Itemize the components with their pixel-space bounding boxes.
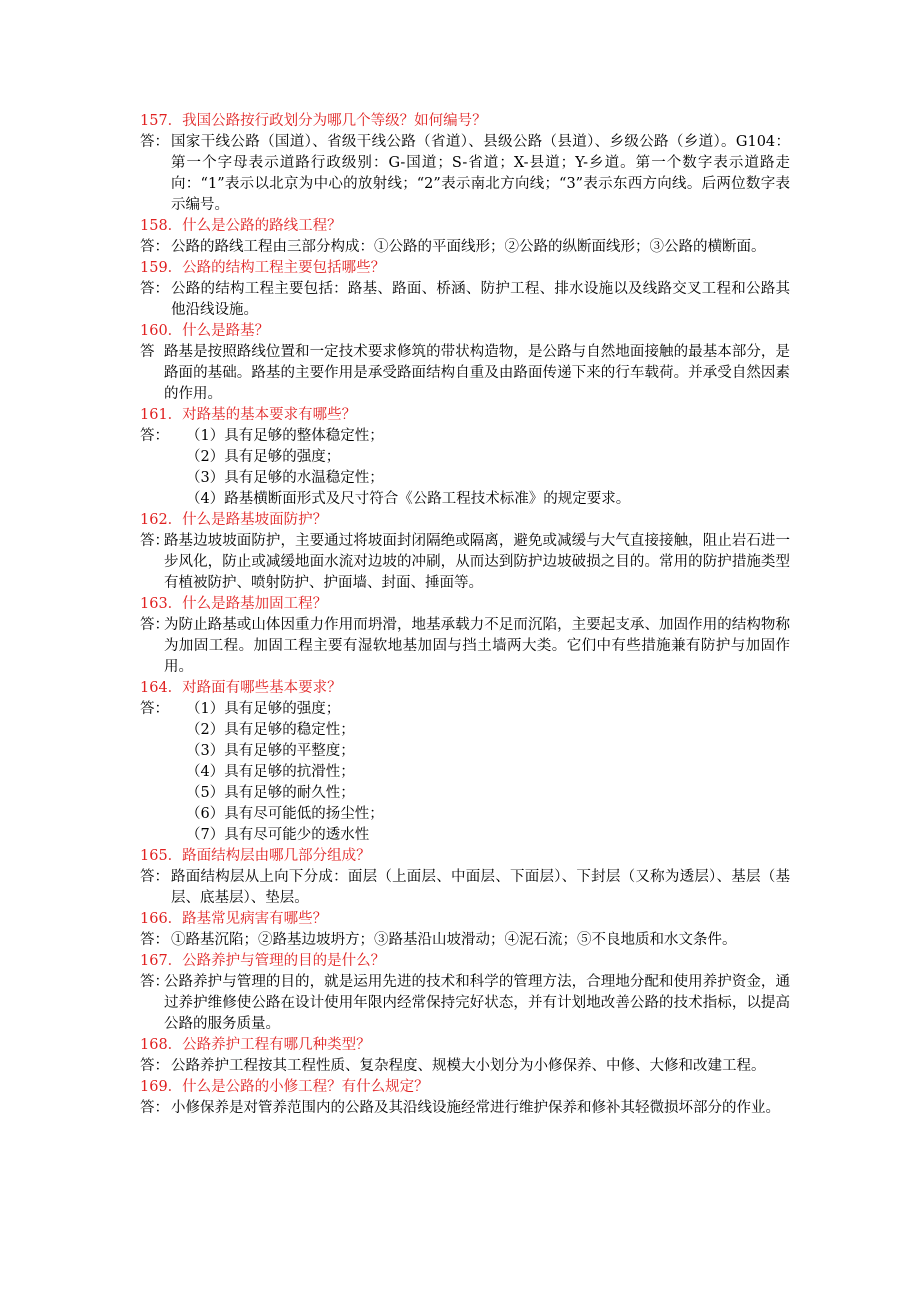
answer-text: 为防止路基或山体因重力作用而坍滑，地基承载力不足而沉陷，主要起支承、加固作用的结构物称为加固工程。加固工程主要有湿软地基加固与挡土墙两大类。它们中有些措施兼有防护与加固作用。 <box>164 617 790 675</box>
list-item: （6）具有尽可能低的扬尘性； <box>186 806 384 822</box>
answer-166 <box>140 930 790 951</box>
list-item: （5）具有足够的耐久性； <box>186 785 355 801</box>
question-165: 165．路面结构层由哪几部分组成？ <box>140 848 371 864</box>
answer-160 <box>140 342 790 405</box>
answer-165 <box>140 867 790 909</box>
question-161: 161．对路基的基本要求有哪些？ <box>140 407 357 423</box>
answer-162 <box>140 531 790 594</box>
list-item: （4）路基横断面形式及尺寸符合《公路工程技术标准》的规定要求。 <box>186 491 631 507</box>
question-167: 167．公路养护与管理的目的是什么？ <box>140 953 386 969</box>
answer-text: 公路的路线工程由三部分构成：①公路的平面线形；②公路的纵断面线形；③公路的横断面。 <box>171 239 766 255</box>
answer-label: 答： <box>140 1058 169 1074</box>
list-item: （2）具有足够的稳定性； <box>186 722 355 738</box>
list-item: （2）具有足够的强度； <box>186 449 341 465</box>
question-163: 163．什么是路基加固工程？ <box>140 596 328 612</box>
answer-label: 答： <box>140 932 169 948</box>
question-166: 166．路基常见病害有哪些？ <box>140 911 328 927</box>
answer-label: 答： <box>140 869 169 885</box>
answer-167 <box>140 972 790 1035</box>
question-160: 160．什么是路基？ <box>140 323 270 339</box>
answer-169 <box>140 1098 790 1119</box>
list-item: （1）具有足够的强度； <box>186 701 341 717</box>
answer-text: 公路的结构工程主要包括：路基、路面、桥涵、防护工程、排水设施以及线路交叉工程和公路其他沿线设施。 <box>171 281 790 318</box>
list-item: （1）具有足够的整体稳定性； <box>186 428 384 444</box>
answer-label: 答： <box>140 428 169 444</box>
answer-label: 答： <box>140 239 169 255</box>
answer-text: 路面结构层从上向下分成：面层（上面层、中面层、下面层）、下封层（又称为透层）、基层（基层、底基层）、垫层。 <box>171 869 790 906</box>
answer-label: 答： <box>140 134 169 150</box>
answer-label: 答： <box>140 701 169 717</box>
answer-label: 答 <box>140 344 155 360</box>
answer-158 <box>140 237 790 258</box>
question-159: 159．公路的结构工程主要包括哪些？ <box>140 260 386 276</box>
list-item: （4）具有足够的抗滑性； <box>186 764 355 780</box>
question-162: 162．什么是路基坡面防护？ <box>140 512 328 528</box>
answer-label: 答： <box>140 1100 169 1116</box>
answer-text: 公路养护工程按其工程性质、复杂程度、规模大小划分为小修保养、中修、大修和改建工程。 <box>171 1058 766 1074</box>
question-168: 168．公路养护工程有哪几种类型？ <box>140 1037 371 1053</box>
qa-list <box>140 111 790 1119</box>
answer-163 <box>140 615 790 678</box>
list-item: （7）具有尽可能少的透水性 <box>186 827 370 843</box>
answer-157 <box>140 132 790 216</box>
list-item: （3）具有足够的平整度； <box>186 743 355 759</box>
answer-label: 答： <box>140 281 169 297</box>
question-164: 164．对路面有哪些基本要求？ <box>140 680 342 696</box>
answer-159 <box>140 279 790 321</box>
answer-161 <box>140 426 790 510</box>
answer-text: 路基是按照路线位置和一定技术要求修筑的带状构造物，是公路与自然地面接触的最基本部分，是路面的基础。路基的主要作用是承受路面结构自重及由路面传递下来的行车载荷。并承受自然因素的作用。 <box>164 344 790 402</box>
answer-text: 路基边坡坡面防护，主要通过将坡面封闭隔绝或隔离，避免或减缓与大气直接接触，阻止岩石进一步风化，防止或减缓地面水流对边坡的冲刷，从而达到防护边坡破损之目的。常用的防护措施类型有植被防护、喷射防护、护面墙、封面、捶面等。 <box>164 533 790 591</box>
answer-168 <box>140 1056 790 1077</box>
answer-label: 答： <box>140 533 169 549</box>
question-157: 157．我国公路按行政划分为哪几个等级？如何编号？ <box>140 113 487 129</box>
answer-label: 答： <box>140 974 169 990</box>
question-158: 158．什么是公路的路线工程？ <box>140 218 342 234</box>
answer-164 <box>140 699 790 846</box>
question-169: 169．什么是公路的小修工程？有什么规定？ <box>140 1079 429 1095</box>
answer-label: 答： <box>140 617 169 633</box>
list-item: （3）具有足够的水温稳定性； <box>186 470 384 486</box>
answer-text: ①路基沉陷；②路基边坡坍方；③路基沿山坡滑动；④泥石流；⑤不良地质和水文条件。 <box>171 932 737 948</box>
answer-text: 小修保养是对管养范围内的公路及其沿线设施经常进行维护保养和修补其轻微损坏部分的作业。 <box>171 1100 780 1116</box>
answer-text: 公路养护与管理的目的，就是运用先进的技术和科学的管理方法，合理地分配和使用养护资金，通过养护维修使公路在设计使用年限内经常保持完好状态，并有计划地改善公路的技术指标，以提高公路的服务质量。 <box>164 974 790 1032</box>
answer-text: 国家干线公路（国道）、省级干线公路（省道）、县级公路（县道）、乡级公路（乡道）。G104：第一个字母表示道路行政级别：G-国道；S-省道；X-县道；Y-乡道。第一个数字表示道路走向：“1”表示以北京为中心的放射线；“2”表示南北方向线；“3”表示东西方向线。后两位数字表示编号。 <box>171 134 790 213</box>
